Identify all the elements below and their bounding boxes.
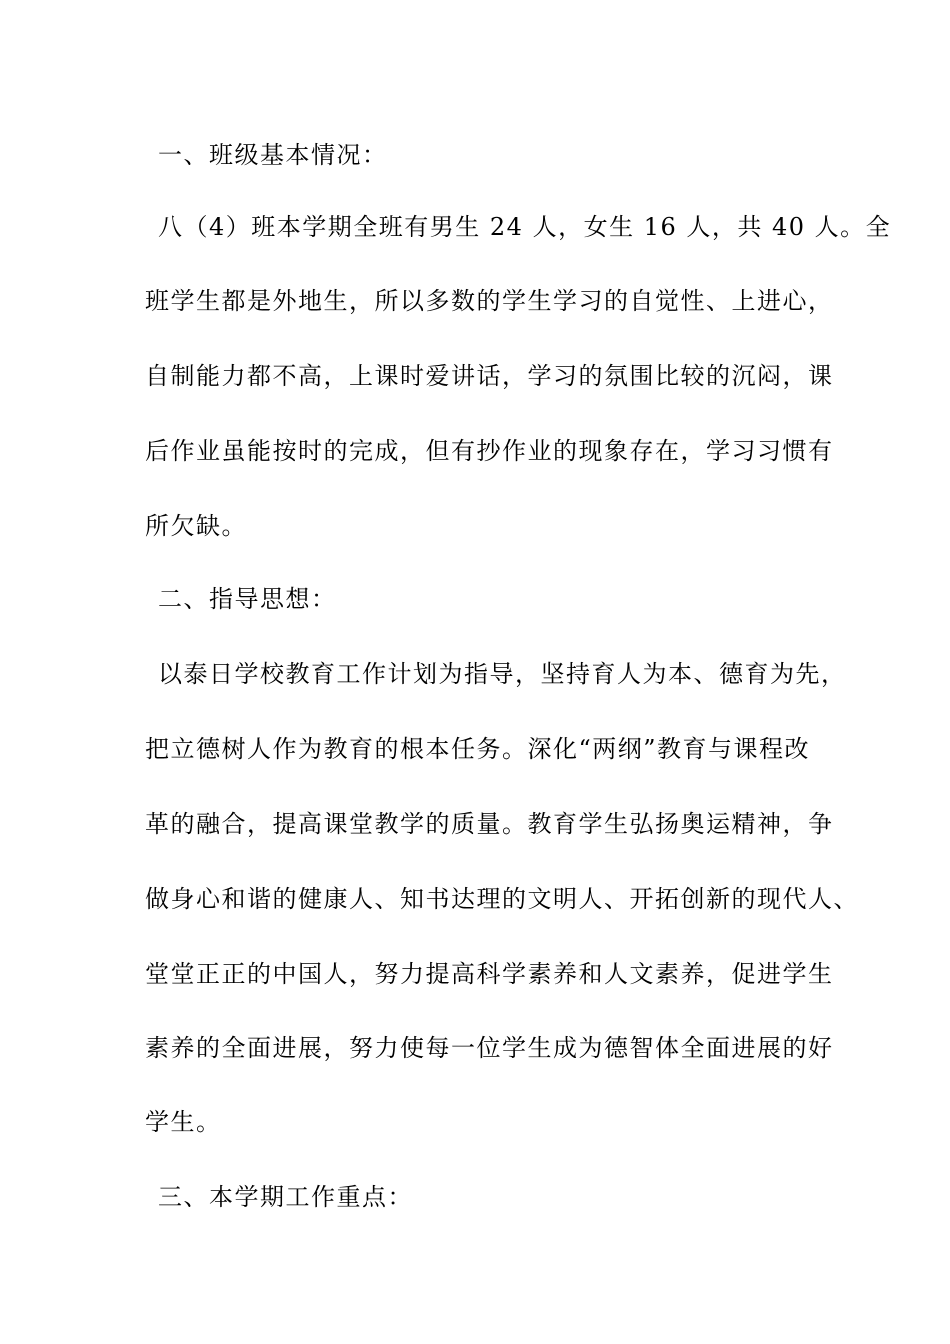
paragraph-line: 素养的全面进展，努力使每一位学生成为德智体全面进展的好 bbox=[145, 1034, 834, 1062]
paragraph-line: 堂堂正正的中国人，努力提高科学素养和人文素养，促进学生 bbox=[145, 960, 834, 988]
paragraph-line: 做身心和谐的健康人、知书达理的文明人、开拓创新的现代人、 bbox=[145, 885, 859, 913]
paragraph-line: 后作业虽能按时的完成，但有抄作业的现象存在，学习习惯有 bbox=[145, 437, 834, 465]
paragraph-line: 把立德树人作为教育的根本任务。深化“两纲”教育与课程改 bbox=[145, 735, 811, 763]
section-heading-2: 二、指导思想： bbox=[158, 585, 337, 613]
paragraph-line: 自制能力都不高，上课时爱讲话，学习的氛围比较的沉闷，课 bbox=[145, 362, 834, 390]
section-heading-3: 三、本学期工作重点： bbox=[158, 1183, 413, 1211]
paragraph-line: 革的融合，提高课堂教学的质量。教育学生弘扬奥运精神，争 bbox=[145, 810, 834, 838]
paragraph-line: 班学生都是外地生，所以多数的学生学习的自觉性、上进心， bbox=[145, 287, 834, 315]
paragraph-line: 学生。 bbox=[145, 1108, 222, 1136]
paragraph-line: 八（4）班本学期全班有男生 24 人，女生 16 人，共 40 人。全 bbox=[158, 213, 892, 241]
section-heading-1: 一、班级基本情况： bbox=[158, 141, 388, 169]
paragraph-line: 以泰日学校教育工作计划为指导，坚持育人为本、德育为先， bbox=[158, 660, 847, 688]
paragraph-line: 所欠缺。 bbox=[145, 512, 247, 540]
